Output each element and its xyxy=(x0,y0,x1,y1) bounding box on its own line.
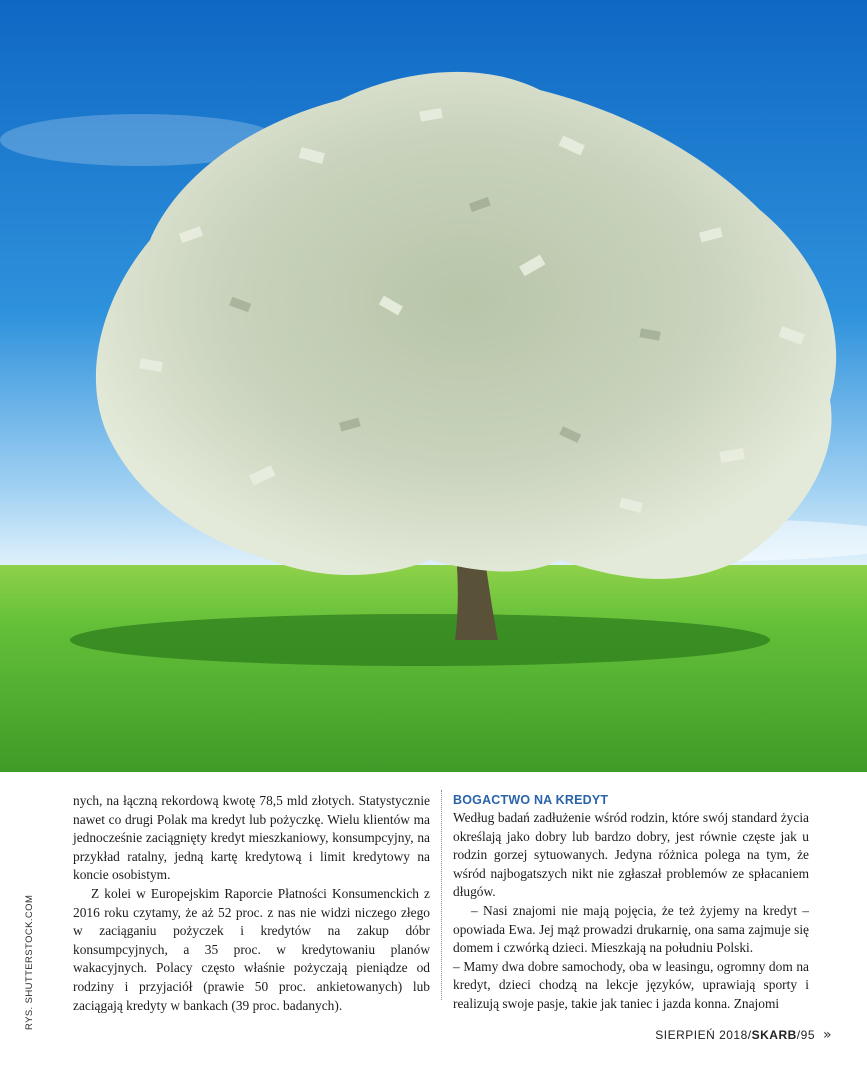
photo-credit: RYS. SHUTTERSTOCK.COM xyxy=(24,894,35,1030)
right-column xyxy=(453,792,809,1014)
footer-date: SIERPIEŃ 2018 xyxy=(655,1028,748,1042)
left-column xyxy=(73,792,430,1015)
right-paragraph-3: – Mamy dwa dobre samochody, oba w leasingu, ogromny dom na kredyt, dzieci chodzą na lekcje języków, uprawiają sporty i realizują swoje pasje, takie jak taniec i jazda konna. Znajomi xyxy=(453,958,809,1011)
section-heading: BOGACTWO NA KREDYT xyxy=(453,793,609,807)
left-paragraph-2: Z kolei w Europejskim Raporcie Płatności Konsumenckich z 2016 roku czytamy, że aż 52 proc. z nas nie widzi niczego złego w zaciąganiu pożyczek i kredytów na zakup dóbr konsumpcyjnych, a 35 proc. w kredytowaniu planów wakacyjnych. Polacy często właśnie pożyczają pieniądze od rodziny i przyjaciół (prawie 50 proc. ankietowanych) lub zaciągają kredyty w bankach (39 proc. badanych). xyxy=(73,885,430,1013)
right-paragraph-1: Według badań zadłużenie wśród rodzin, które swój standard życia określają jako dobry lub bardzo dobry, jest równie częste jak u rodzin gorzej sytuowanych. Jedyna różnica polega na tym, że wśród najbogatszych nikt nie zgłaszał problemów ze spłacaniem długów. xyxy=(453,810,809,900)
footer-magazine: SKARB xyxy=(751,1028,797,1042)
footer-separator: / xyxy=(747,1028,752,1042)
column-divider xyxy=(441,790,442,1000)
right-paragraph-2: – Nasi znajomi nie mają pojęcia, że też żyjemy na kredyt – opowiada Ewa. Jej mąż prowadzi drukarnię, ona sama zajmuje się domem i czwórką dzieci. Mieszkają na południu Polski. xyxy=(453,902,809,956)
footer-separator: / xyxy=(796,1028,801,1042)
left-paragraph-1: nych, na łączną rekordową kwotę 78,5 mld złotych. Statystycznie nawet co drugi Polak ma kredyt lub pożyczkę. Wielu klientów ma jednocześnie zaciągnięty kredyt mieszkaniowy, konsumpcyjny, na przykład ratalny, jedną kartę kredytową i limit kredytowy na koncie osobistym. xyxy=(73,793,430,883)
page-number: 95 xyxy=(800,1028,815,1042)
double-chevron-right-icon: » xyxy=(823,1027,832,1043)
page-footer xyxy=(655,1028,815,1042)
